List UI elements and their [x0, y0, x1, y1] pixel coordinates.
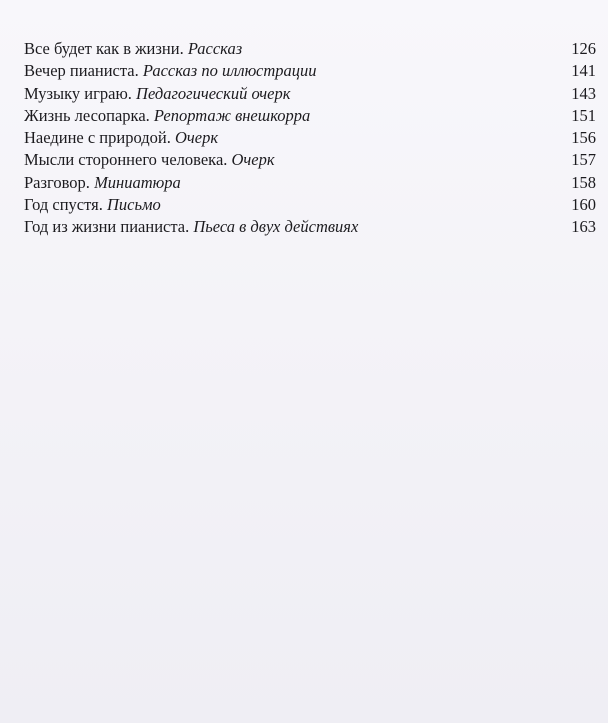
toc-entry-text	[24, 105, 310, 127]
toc-entry-text	[24, 38, 242, 60]
toc-entry-title: Музыку играю.	[24, 83, 132, 103]
toc-entry-title: Жизнь лесопарка.	[24, 105, 150, 125]
toc-entry-page-number: 160	[571, 195, 596, 215]
toc-entry	[24, 38, 596, 60]
table-of-contents	[24, 38, 596, 239]
toc-entry-text	[24, 83, 290, 105]
toc-entry-title: Наедине с природой.	[24, 128, 171, 148]
toc-entry	[24, 60, 596, 82]
toc-entry-page-number: 157	[571, 150, 596, 170]
toc-entry-genre: Миниатюра	[94, 172, 181, 192]
toc-entry-title: Мысли стороннего человека.	[24, 150, 228, 170]
toc-entry-genre: Педагогический очерк	[136, 83, 291, 103]
toc-entry-genre: Пьеса в двух действиях	[193, 217, 359, 237]
toc-entry-title: Год спустя.	[24, 195, 103, 215]
toc-entry-page-number: 141	[571, 61, 596, 81]
toc-entry	[24, 105, 596, 127]
toc-entry-genre: Очерк	[174, 128, 219, 148]
toc-entry-genre: Очерк	[231, 150, 275, 170]
toc-entry-text	[24, 60, 317, 82]
toc-entry	[24, 83, 596, 105]
toc-entry-genre: Письмо	[106, 195, 161, 215]
toc-entry-title: Год из жизни пианиста.	[24, 217, 190, 237]
toc-entry	[24, 216, 596, 238]
toc-entry-page-number: 126	[571, 39, 596, 58]
toc-entry-page-number: 143	[571, 83, 596, 103]
toc-entry	[24, 149, 596, 171]
toc-entry-page-number: 151	[571, 105, 596, 125]
toc-entry-title: Разговор.	[24, 172, 90, 192]
toc-entry-text	[24, 194, 161, 216]
toc-entry	[24, 194, 596, 216]
toc-entry	[24, 127, 596, 149]
toc-entry	[24, 172, 596, 194]
toc-entry-text	[24, 216, 358, 238]
toc-entry-genre: Рассказ	[187, 39, 243, 58]
toc-entry-text	[24, 172, 181, 194]
toc-entry-genre: Репортаж внешкорра	[153, 105, 311, 125]
toc-entry-title: Все будет как в жизни.	[24, 39, 184, 58]
toc-entry-title: Вечер пианиста.	[24, 61, 139, 81]
toc-entry-page-number: 156	[571, 128, 596, 148]
toc-entry-page-number: 158	[571, 172, 596, 192]
toc-entry-text	[24, 149, 275, 171]
toc-entry-text	[24, 127, 218, 149]
toc-entry-genre: Рассказ по иллюстрации	[142, 61, 317, 81]
toc-entry-page-number: 163	[571, 217, 596, 237]
